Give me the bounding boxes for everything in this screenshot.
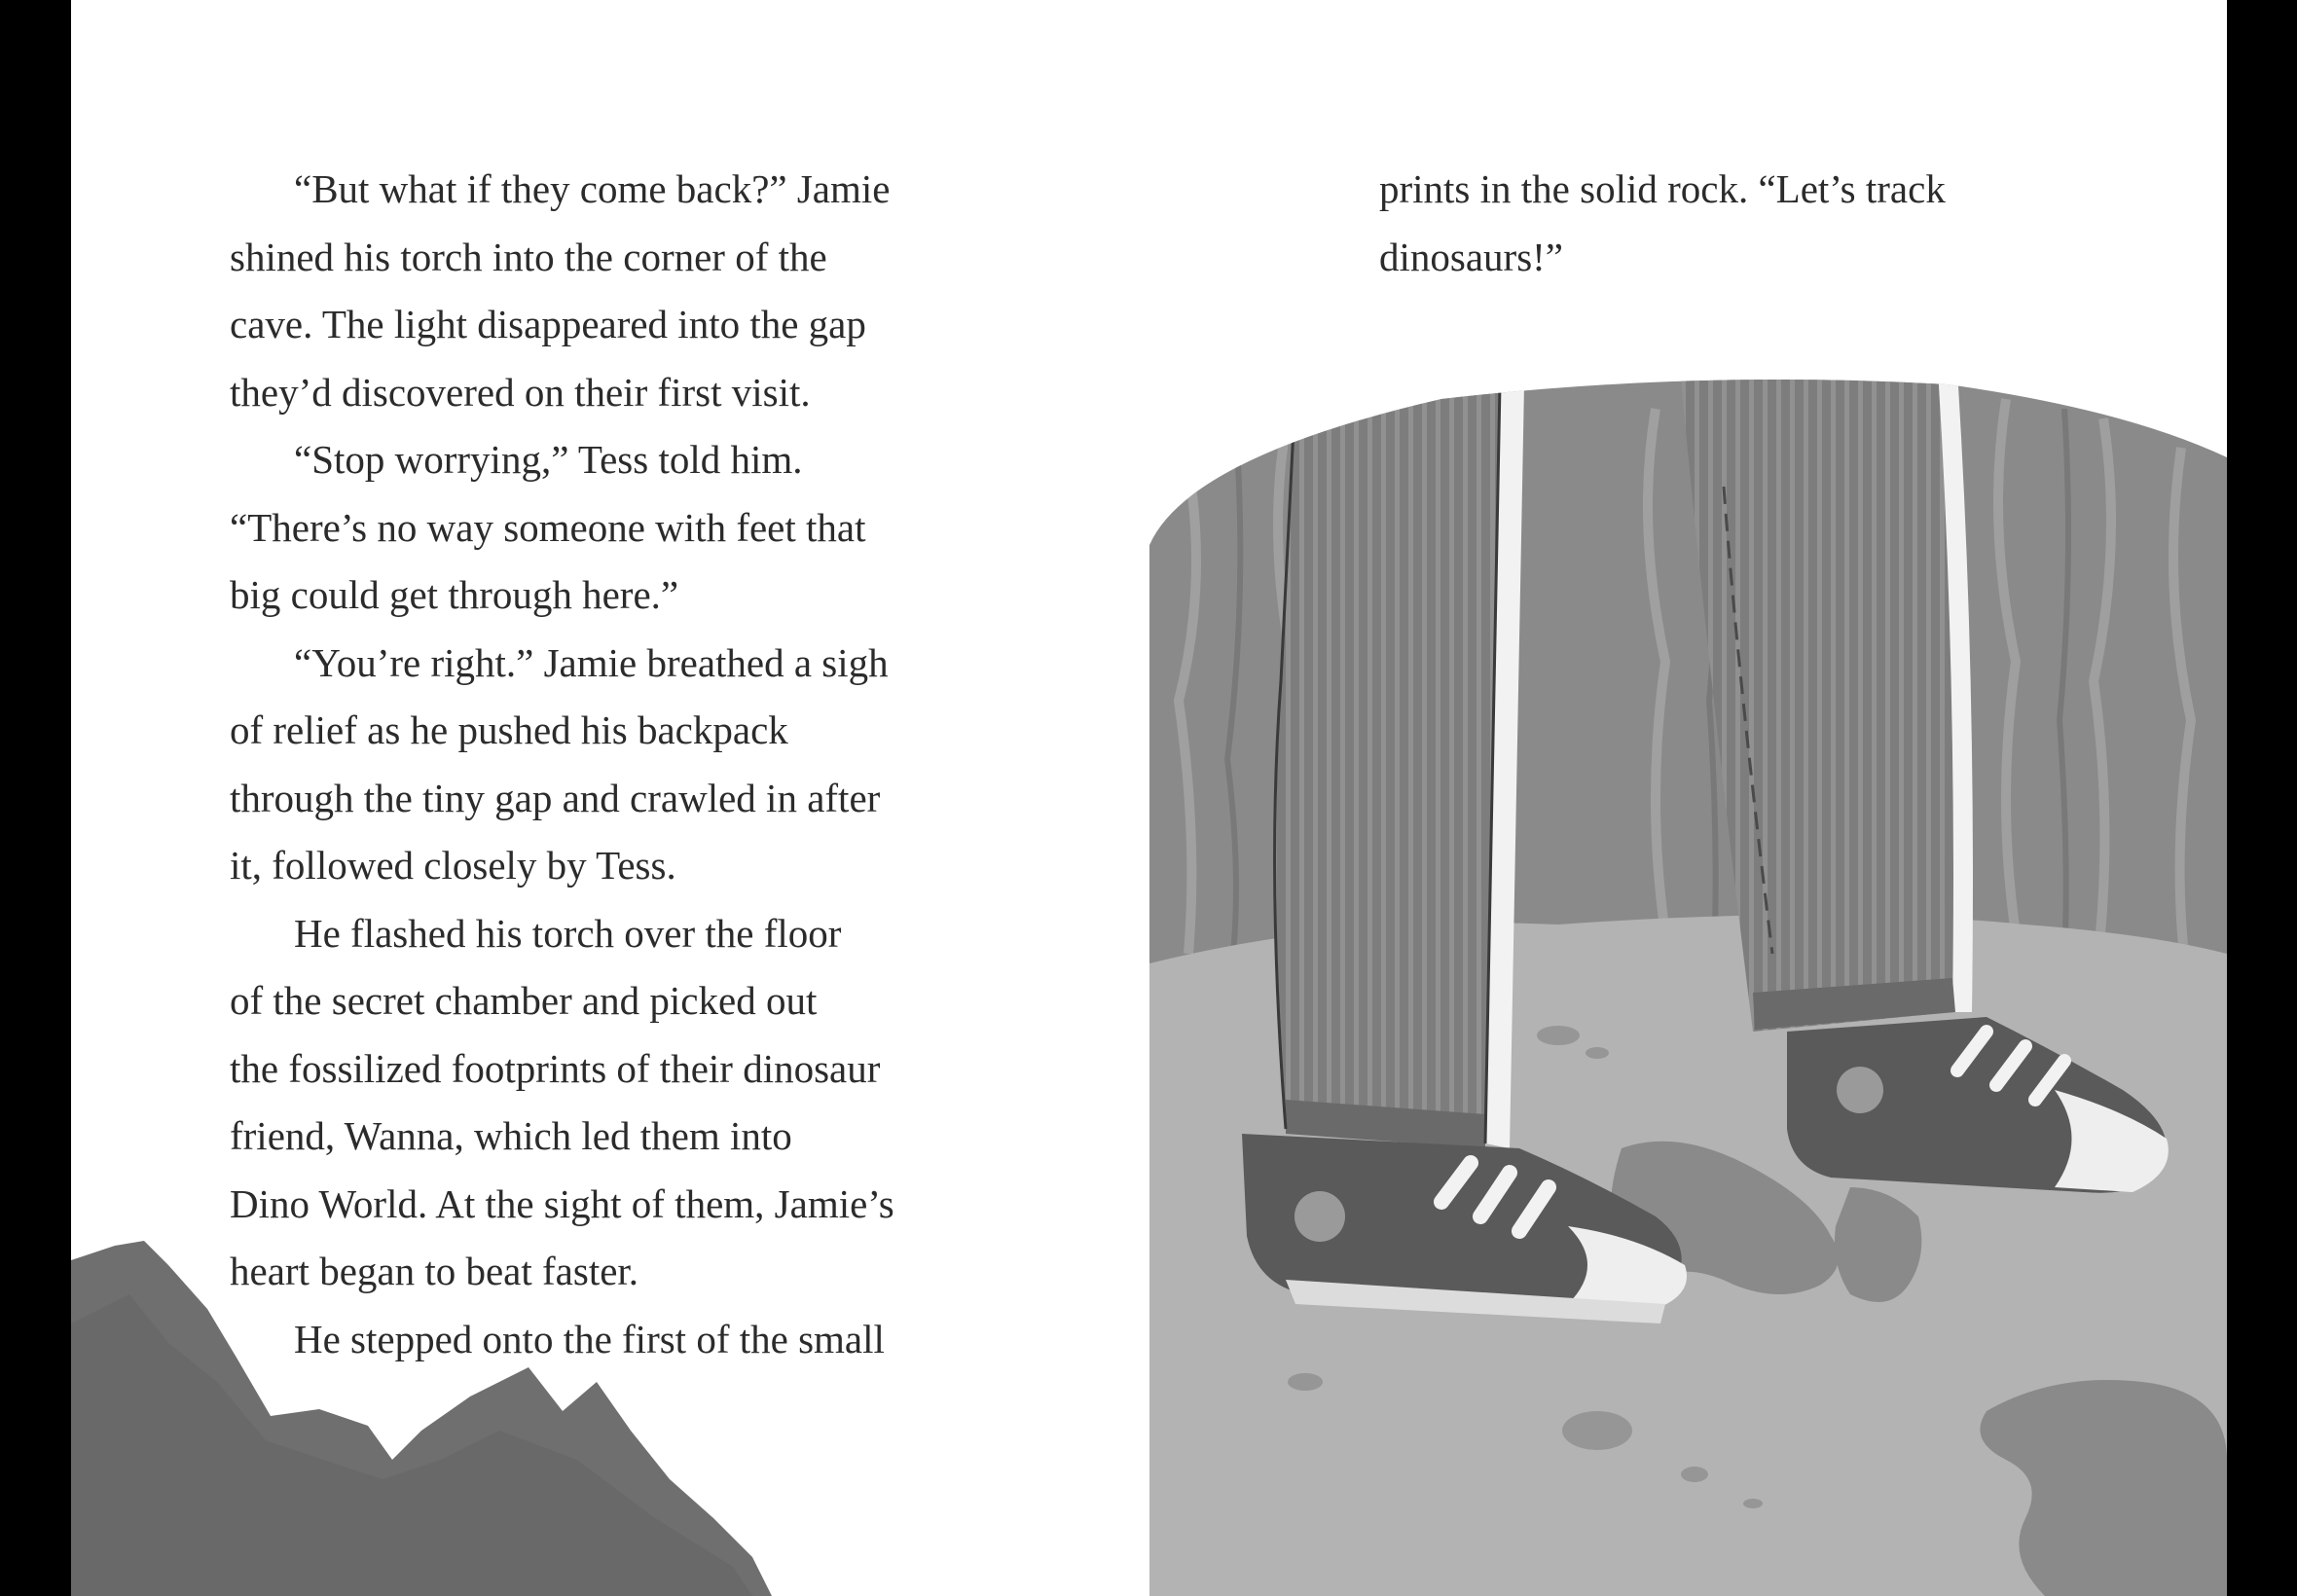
text-line: it, followed closely by Tess. xyxy=(230,843,676,888)
text-line: “There’s no way someone with feet that xyxy=(230,504,866,550)
text-line: the fossilized footprints of their dinosaur xyxy=(230,1045,881,1091)
text-line: through the tiny gap and crawled in after xyxy=(230,775,881,820)
text-line: heart began to beat faster. xyxy=(230,1249,639,1293)
text-line: of relief as he pushed his backpack xyxy=(230,707,788,752)
text-line: of the secret chamber and picked out xyxy=(230,978,818,1023)
left-page xyxy=(71,0,1149,1596)
text-line: shined his torch into the corner of the xyxy=(230,234,827,279)
text-line: cave. The light disappeared into the gap xyxy=(230,302,866,346)
left-page-text xyxy=(230,156,1086,1373)
book-spread xyxy=(71,0,2227,1596)
text-line: He stepped onto the first of the small xyxy=(294,1316,885,1361)
trouser-leg-left xyxy=(1275,384,1500,1143)
cave-footprints-illustration xyxy=(1149,0,2227,1596)
right-page xyxy=(1149,0,2227,1596)
text-line: Dino World. At the sight of them, Jamie’s xyxy=(230,1180,894,1226)
text-line: dinosaurs!” xyxy=(1379,234,1564,279)
text-line: “But what if they come back?” Jamie xyxy=(294,166,891,211)
text-line: prints in the solid rock. “Let’s track xyxy=(1379,166,1946,211)
text-line: He flashed his torch over the floor xyxy=(294,910,842,956)
text-line: big could get through here.” xyxy=(230,572,679,617)
text-line: “Stop worrying,” Tess told him. xyxy=(294,437,803,482)
text-line: “You’re right.” Jamie breathed a sigh xyxy=(294,639,889,685)
text-line: they’d discovered on their first visit. xyxy=(230,369,811,415)
text-line: friend, Wanna, which led them into xyxy=(230,1113,792,1158)
